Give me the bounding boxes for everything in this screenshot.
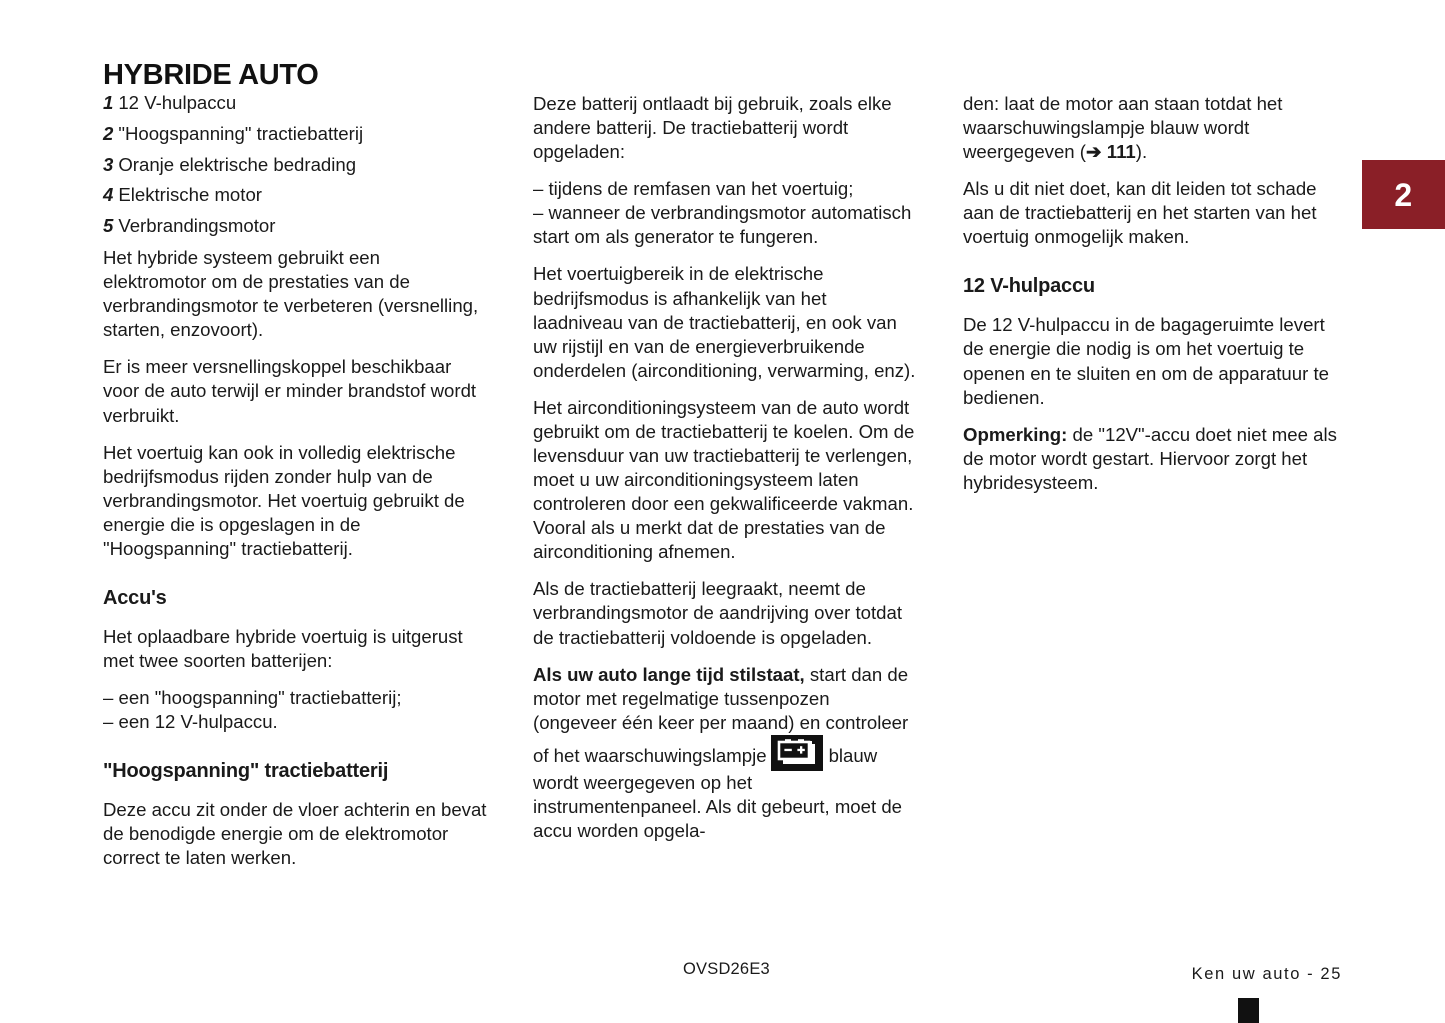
column-1 (103, 92, 487, 883)
legend-item (103, 123, 487, 145)
paragraph: Het voertuig kan ook in volledig elektrische bedrijfsmodus rijden zonder hulp van de verbrandingsmotor. Het voertuig gebruikt de energie die is opgeslagen in de "Hoogspanning" tractiebatterij. (103, 441, 465, 559)
paragraph: Deze accu zit onder de vloer achterin en bevat de benodigde energie om de elektromotor correct te laten werken. (103, 799, 487, 869)
dash-item: – een "hoogspanning" tractiebatterij; (103, 687, 402, 709)
paragraph: Er is meer versnellingskoppel beschikbaar voor de auto terwijl er minder brandstof wordt verbruikt. (103, 356, 477, 426)
battery-warning-icon (771, 735, 823, 771)
legend-number: 3 (103, 153, 114, 175)
dash-item: – tijdens de remfasen van het voertuig; (533, 178, 854, 200)
legend-number: 1 (103, 92, 114, 113)
paragraph: Als u dit niet doet, kan dit leiden tot schade aan de tractiebatterij en het starten van het voertuig onmogelijk maken. (963, 178, 1317, 248)
note-paragraph (963, 423, 1347, 495)
legend-number: 5 (103, 215, 114, 237)
paragraph-text: ). (1135, 141, 1148, 163)
paragraph: Het hybride systeem gebruikt een elektromotor om de prestaties van de verbrandingsmotor te verbeteren (versnelling, starten, enzovoort). (103, 247, 479, 341)
heading-accus: Accu's (103, 587, 167, 609)
legend-number: 2 (103, 122, 114, 144)
heading-high-voltage-battery: "Hoogspanning" tractiebatterij (103, 760, 389, 783)
legend-number: 4 (103, 184, 114, 206)
heading-12v-battery: 12 V-hulpaccu (963, 275, 1095, 298)
dash-list (533, 177, 917, 249)
chapter-tab (1362, 160, 1445, 229)
chapter-tab-number: 2 (1394, 176, 1413, 213)
dash-list (103, 686, 487, 734)
dash-item: – wanneer de verbrandingsmotor automatisch start om als generator te fungeren. (533, 202, 912, 248)
paragraph-with-icon (533, 663, 917, 843)
figure-code: OVSD26E3 (683, 960, 770, 978)
paragraph-text: start dan de motor met regelmatige tussenpozen (ongeveer één keer per maand) en controleer of het waarschuwingslampje (533, 663, 909, 766)
legend-label: Oranje elektrische bedrading (118, 153, 357, 175)
paragraph: Als de tractiebatterij leegraakt, neemt de verbrandingsmotor de aandrijving over totdat de tractiebatterij voldoende is opgeladen. (533, 578, 902, 648)
page-title: HYBRIDE AUTO (103, 59, 319, 92)
lead-in-bold: Als uw auto lange tijd stilstaat, (533, 663, 805, 685)
footer-chapter-marker (1238, 998, 1259, 1023)
reference-arrow-icon: ➔ (1086, 141, 1102, 163)
paragraph-with-reference (963, 92, 1347, 164)
legend-list (103, 92, 487, 238)
legend-item (103, 92, 487, 114)
paragraph: Het oplaadbare hybride voertuig is uitgerust met twee soorten batterijen: (103, 625, 463, 671)
paragraph: Deze batterij ontlaadt bij gebruik, zoals elke andere batterij. De tractiebatterij wordt opgeladen: (533, 93, 892, 163)
legend-label: "Hoogspanning" tractiebatterij (118, 122, 364, 144)
legend-item (103, 215, 487, 237)
note-text: de "12V"-accu doet niet mee als de motor wordt gestart. Hiervoor zorgt het hybridesysteem. (963, 423, 1337, 493)
legend-item (103, 154, 487, 176)
legend-label: Verbrandingsmotor (118, 215, 276, 237)
page-reference[interactable]: 111 (1106, 141, 1136, 163)
footer-page-label: Ken uw auto - 25 (1191, 965, 1342, 983)
paragraph-text: blauw wordt weergegeven op het instrumentenpaneel. Als dit gebeurt, moet de accu worden opgela- (533, 744, 903, 842)
dash-item: – een 12 V-hulpaccu. (103, 711, 278, 733)
legend-label: Elektrische motor (118, 184, 262, 206)
paragraph: Het airconditioningsysteem van de auto wordt gebruikt om de tractiebatterij te koelen. Om de levensduur van uw tractiebatterij te verlengen, moet u uw airconditioningsysteem laten controleren door een gekwalificeerde vakman. Vooral als u merkt dat de prestaties van de airconditioning afnemen. (533, 396, 915, 563)
paragraph-text: den: laat de motor aan staan totdat het waarschuwingslampje blauw wordt weergegeven ( (963, 93, 1283, 163)
column-2 (533, 92, 917, 856)
paragraph: Het voertuigbereik in de elektrische bedrijfsmodus is afhankelijk van het laadniveau van de tractiebatterij, en ook van uw rijstijl en van de energieverbruikende onderdelen (airconditioning, verwarming, enz). (533, 263, 916, 381)
paragraph: De 12 V-hulpaccu in de bagageruimte levert de energie die nodig is om het voertuig te openen en te sluiten en om de apparatuur te bedienen. (963, 314, 1329, 408)
note-label: Opmerking: (963, 423, 1068, 445)
column-3 (963, 92, 1347, 508)
legend-label: 12 V-hulpaccu (118, 92, 237, 113)
legend-item (103, 184, 487, 206)
